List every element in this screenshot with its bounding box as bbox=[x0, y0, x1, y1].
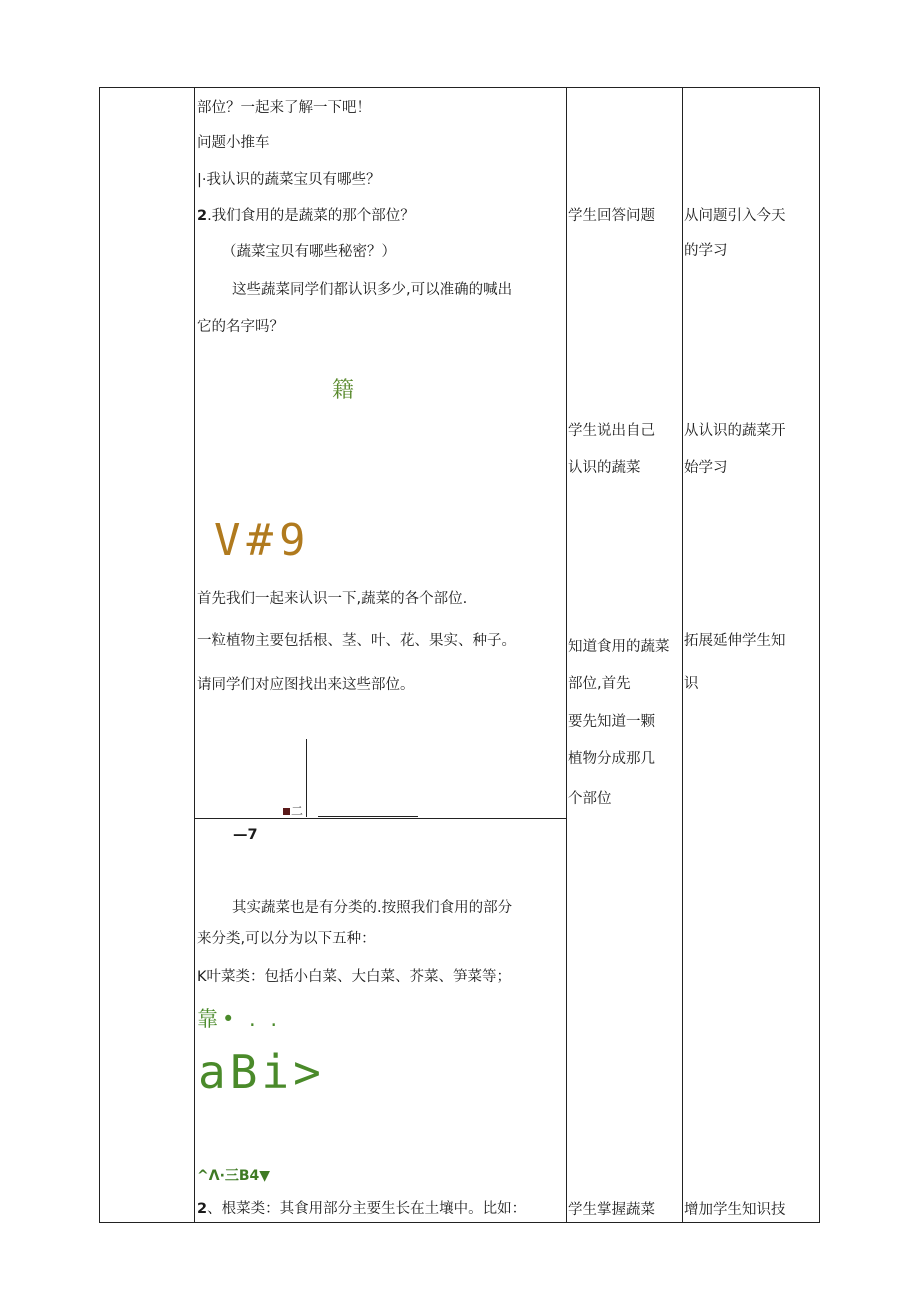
content-line: 请同学们对应图找出来这些部位。 bbox=[197, 677, 415, 693]
image-caption: ^Λ·三B4▼ bbox=[197, 1168, 271, 1184]
question-note: （蔬菜宝贝有哪些秘密？） bbox=[222, 244, 396, 260]
category-item-2-num: 2 bbox=[197, 1201, 208, 1217]
figure-mark bbox=[283, 802, 303, 819]
category-item-2 bbox=[197, 1200, 526, 1218]
purpose-cell: 拓展延伸学生知 bbox=[684, 633, 786, 649]
figure-base bbox=[318, 816, 418, 817]
purpose-cell: 识 bbox=[684, 676, 699, 692]
question-1: |·我认识的蔬菜宝贝有哪些？ bbox=[197, 172, 381, 188]
column-divider-1 bbox=[194, 87, 195, 1223]
student-cell: 学生掌握蔬菜 bbox=[568, 1202, 655, 1218]
content-line: 首先我们一起来认识一下,蔬菜的各个部位. bbox=[197, 591, 468, 607]
content-line: 部位？一起来了解一下吧！ bbox=[197, 100, 371, 116]
figure-line bbox=[306, 739, 307, 817]
content-line: 它的名字吗？ bbox=[197, 319, 284, 335]
content-line: 一粒植物主要包括根、茎、叶、花、果实、种子。 bbox=[197, 633, 516, 649]
purpose-cell: 从问题引入今天 bbox=[684, 208, 786, 224]
section-heading: 问题小推车 bbox=[197, 135, 270, 151]
content-line: 这些蔬菜同学们都认识多少,可以准确的喊出 bbox=[232, 282, 513, 298]
student-cell: 知道食用的蔬菜 bbox=[568, 639, 670, 655]
column-divider-2 bbox=[566, 87, 567, 1223]
image-glyph: 籍 bbox=[332, 378, 355, 403]
student-cell: 学生回答问题 bbox=[568, 208, 655, 224]
purpose-cell: 增加学生知识技 bbox=[684, 1202, 786, 1218]
figure-square-icon bbox=[283, 808, 290, 815]
figure-mark-text: 二 bbox=[291, 804, 304, 818]
image-glyph-large: V#9 bbox=[214, 515, 312, 566]
student-cell: 部位,首先 bbox=[568, 676, 631, 692]
row-divider bbox=[194, 818, 566, 819]
category-item-1: K叶菜类：包括小白菜、大白菜、芥菜、笋菜等； bbox=[197, 969, 512, 985]
content-line: 来分类,可以分为以下五种： bbox=[197, 931, 376, 947]
student-cell: 要先知道一颗 bbox=[568, 714, 655, 730]
question-2-text: .我们食用的是蔬菜的那个部位？ bbox=[207, 208, 415, 224]
content-line: 其实蔬菜也是有分类的.按照我们食用的部分 bbox=[232, 900, 513, 916]
purpose-cell: 始学习 bbox=[684, 460, 728, 476]
category-item-2-text: 、根菜类：其食用部分主要生长在土壤中。比如： bbox=[207, 1201, 527, 1217]
student-cell: 认识的蔬菜 bbox=[568, 460, 641, 476]
question-2 bbox=[197, 207, 415, 225]
purpose-cell: 的学习 bbox=[684, 243, 728, 259]
question-2-num: 2 bbox=[197, 208, 208, 224]
row-label: —7 bbox=[233, 827, 258, 843]
purpose-cell: 从认识的蔬菜开 bbox=[684, 423, 786, 439]
image-glyph-small: 靠• . . bbox=[197, 1007, 282, 1031]
image-glyph-large: aBi> bbox=[198, 1045, 325, 1099]
column-divider-3 bbox=[682, 87, 683, 1223]
student-cell: 个部位 bbox=[568, 791, 612, 807]
student-cell: 学生说出自己 bbox=[568, 423, 655, 439]
student-cell: 植物分成那几 bbox=[568, 751, 655, 767]
